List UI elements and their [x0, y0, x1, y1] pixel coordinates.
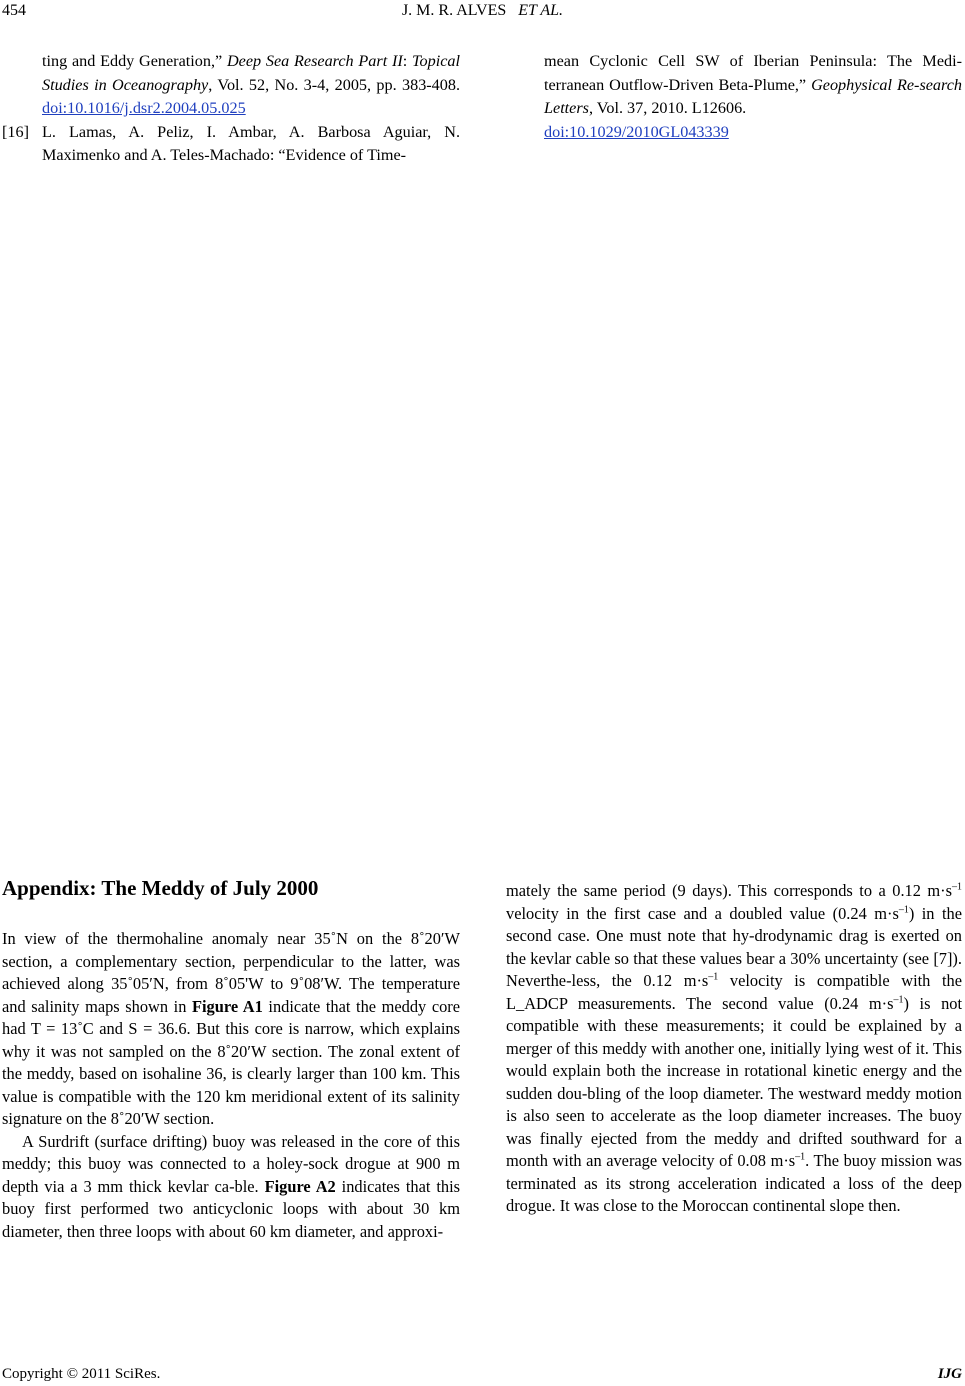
superscript: –1 [795, 1151, 806, 1163]
appendix-title: Appendix: The Meddy of July 2000 [2, 876, 319, 900]
ref15-journal: Deep Sea Research Part II [226, 52, 403, 70]
page-header [0, 0, 965, 28]
appendix-left-column [2, 928, 460, 1243]
running-head-etal: ET AL. [518, 2, 564, 19]
p2-text-cont: indicates that this buoy first performed two anticyclonic loops with about 30 km diameter, then three loops with about 60 km diameter, and approxi- [2, 1176, 461, 1241]
ref15-colon: : [402, 52, 408, 70]
ref15-volume: , Vol. 52, No. 3-4, 2005, [208, 75, 372, 94]
copyright-notice: Copyright © 2011 SciRes. [2, 1366, 161, 1382]
ref16-journal: Geophysical Re-search Letters [544, 75, 963, 118]
p2-text: A Surdrift (surface drifting) buoy was released in the core of this meddy; this buoy was connected to a holey-sock drogue at 900 m depth via a 3 mm thick kevlar ca-ble. [2, 1131, 460, 1196]
p1-text-cont: indicate that the meddy core had T = 13˚C and S = 36.6. But this core is narrow, which explains why it was not sampled on the 8˚20′W section. The zonal extent of the meddy, based on isohaline 36, is clearly larger than 100 km. This value is compatible with the 120 km meridional extent of its salinity signature on the 8˚20′W section. [2, 996, 461, 1128]
superscript: –1 [898, 904, 909, 916]
appendix-right-column [506, 880, 962, 1218]
p1-text: In view of the thermohaline anomaly near 35˚N on the 8˚20′W section, a complementary section, perpendicular to the latter, was achieved along 35˚05′N, from 8˚05'W to 9˚08′W. The temperature and salinity maps shown in [2, 929, 460, 1016]
ref16-cont-text: mean Cyclonic Cell SW of Iberian Peninsula: The Medi-terranean Outflow-Driven Beta-Plume,” [544, 52, 962, 94]
journal-abbrev: IJG [937, 1366, 962, 1382]
reference-16-continued [544, 50, 962, 144]
appendix-paragraph-1 [2, 928, 460, 1131]
ref16-text: L. Lamas, A. Peliz, I. Ambar, A. Barbosa Aguiar, N. Maximenko and A. Teles-Machado: “Evidence of Time- [42, 122, 460, 165]
references-left [2, 50, 460, 168]
ref15-pages: pp. 383-408. [376, 75, 460, 94]
page-number: 454 [2, 2, 26, 19]
p2r-e: ) is not compatible with these measurements; it could be explained by a merger of this meddy with another one, initially lying west of it. This would explain both the increase in rotational kinetic energy and the sudden dou-bling of the loop diameter. The westward meddy motion is also seen to accelerate as the loop diameter increases. The buoy was finally ejected from the meddy and drifted southward for a month with an average velocity of 0.08 m·s [506, 993, 963, 1170]
superscript: –1 [708, 971, 719, 983]
appendix-paragraph-2-continued [506, 880, 962, 1218]
p2r-c: ) in the second case. One must note that hy-drodynamic drag is exerted on the kevlar cable so that these values bear a 30% uncertainty (see [7]). Neverthe-less, the 0.12 m·s [506, 903, 962, 990]
figure-a1-ref: Figure A1 [191, 996, 263, 1016]
reference-16 [2, 121, 460, 168]
references-right [544, 50, 962, 144]
ref16-volume: , Vol. 37, 2010. L12606. [588, 99, 747, 118]
ref15-journal-sub: Topical Studies in Oceanography [42, 52, 461, 94]
ref15-text: ting and Eddy Generation,” [42, 52, 227, 70]
page-footer [2, 1366, 962, 1383]
figure-a2-ref: Figure A2 [264, 1176, 336, 1196]
p2r-a: mately the same period (9 days). This corresponds to a 0.12 m·s [506, 881, 952, 900]
superscript: –1 [893, 994, 904, 1006]
ref16-doi-link[interactable]: doi:10.1029/2010GL043339 [544, 122, 729, 141]
superscript: –1 [952, 881, 962, 893]
ref16-number: [16] [2, 122, 29, 141]
ref15-doi-link[interactable]: doi:10.1016/j.dsr2.2004.05.025 [42, 99, 246, 118]
appendix-paragraph-2 [2, 1131, 460, 1244]
reference-15-continued [2, 50, 460, 121]
running-head-authors: J. M. R. ALVES [401, 2, 507, 19]
p2r-b: velocity in the first case and a doubled value (0.24 m·s [506, 903, 899, 923]
running-head [0, 2, 965, 20]
p2r-d: velocity is compatible with the L_ADCP measurements. The second value (0.24 m·s [506, 971, 962, 1013]
p2r-f: . The buoy mission was terminated as its strong acceleration indicated a loss of the deep drogue. It was close to the Moroccan continental slope then. [506, 1151, 962, 1215]
